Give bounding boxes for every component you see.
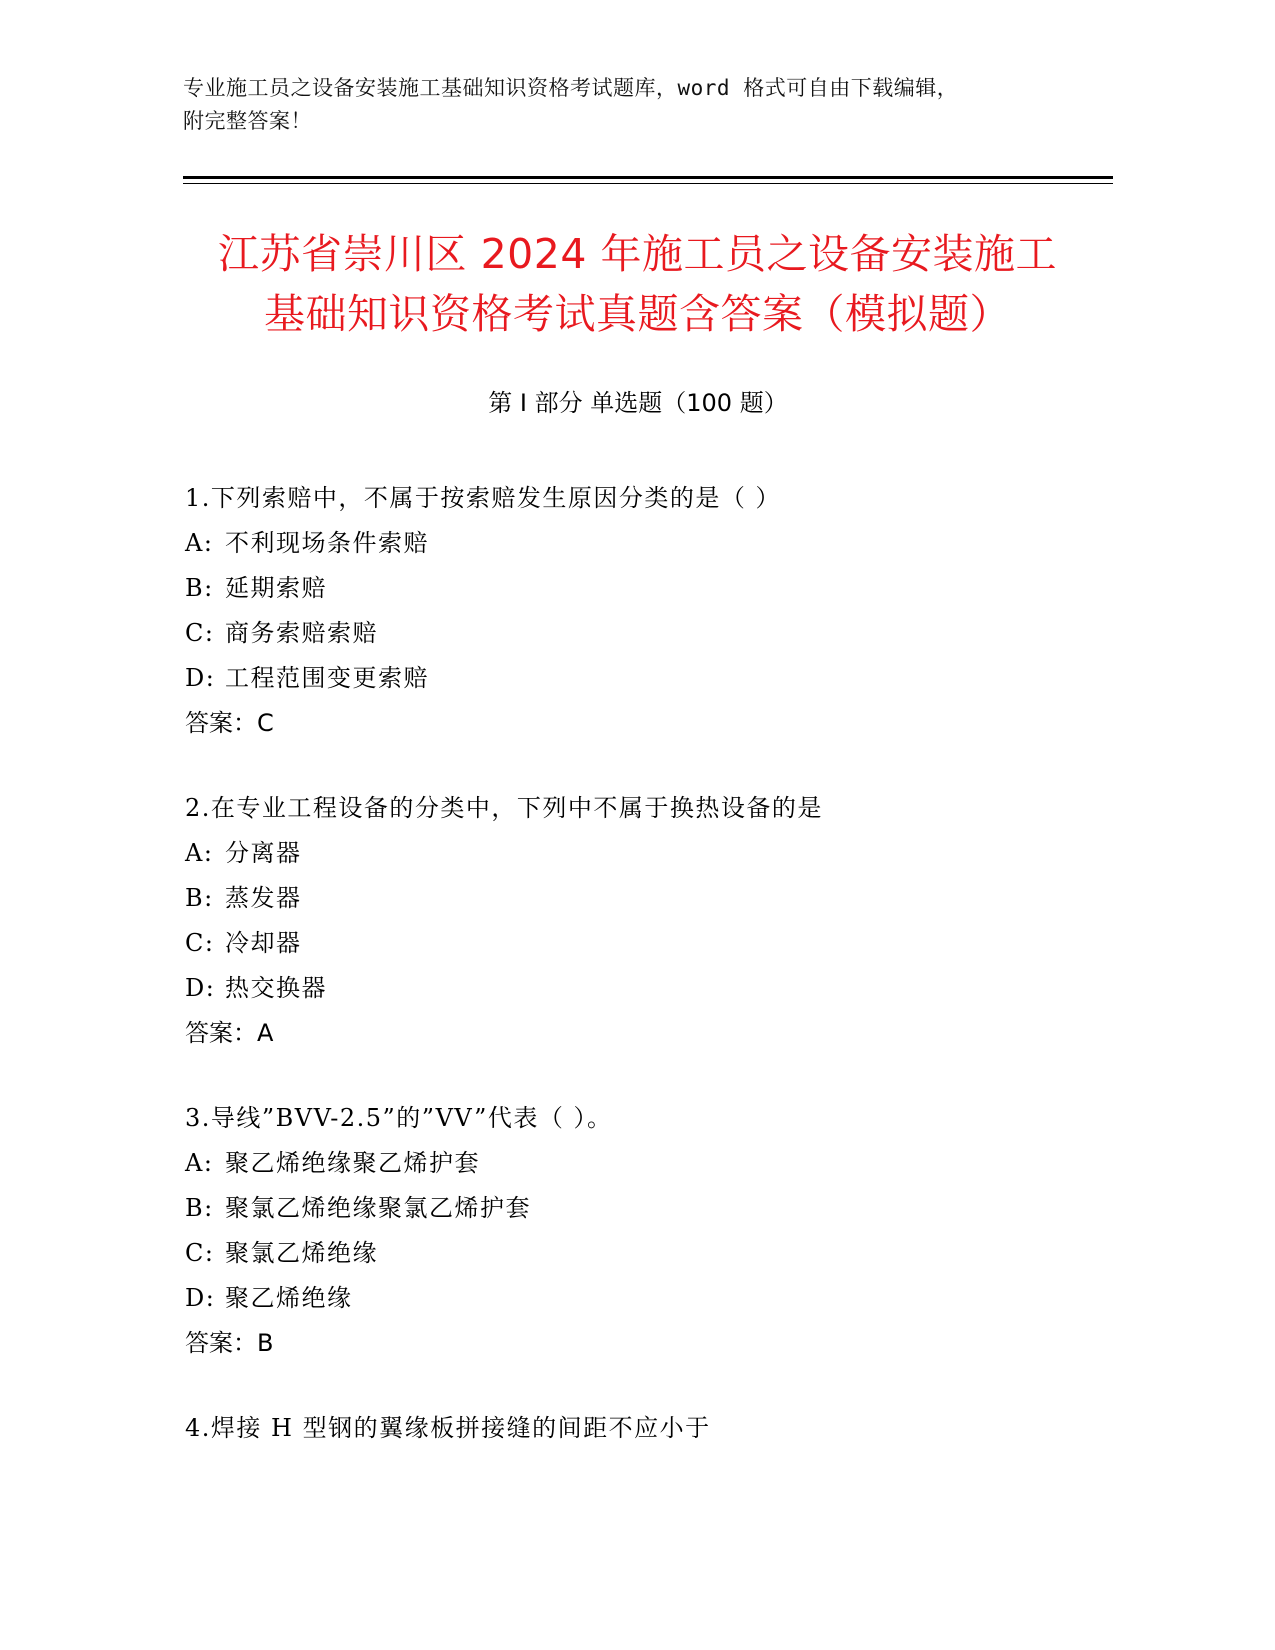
option-c [185, 921, 1135, 966]
document-title-line-1: 江苏省崇川区 2024 年施工员之设备安装施工 [218, 230, 1057, 278]
option-key: B: [185, 884, 214, 912]
option-key: C: [185, 929, 215, 957]
option-key: A: [185, 839, 214, 867]
option-key: A: [185, 529, 214, 557]
question-stem: 1.下列索赔中，不属于按索赔发生原因分类的是（ ） [185, 484, 782, 512]
option-text: 聚氯乙烯绝缘 [225, 1239, 378, 1267]
option-key: D: [185, 974, 216, 1002]
answer [185, 701, 1135, 746]
answer-value: C [257, 709, 274, 737]
option-c [185, 611, 1135, 656]
question-stem: 4.焊接 H 型钢的翼缘板拼接缝的间距不应小于 [185, 1414, 711, 1442]
option-text: 分离器 [225, 839, 302, 867]
answer-label: 答案： [185, 1329, 257, 1357]
header-note-line-2: 附完整答案！ [183, 109, 312, 133]
option-c [185, 1231, 1135, 1276]
answer-label: 答案： [185, 709, 257, 737]
question-3 [185, 1096, 1135, 1366]
document-title-line-2: 基础知识资格考试真题含答案（模拟题） [264, 290, 1011, 338]
option-key: D: [185, 1284, 216, 1312]
option-d [185, 966, 1135, 1011]
answer [185, 1011, 1135, 1056]
option-text: 延期索赔 [225, 574, 327, 602]
answer-value: B [257, 1329, 274, 1357]
header-note-line-1: 专业施工员之设备安装施工基础知识资格考试题库，word 格式可自由下载编辑， [183, 76, 959, 100]
option-a [185, 1141, 1135, 1186]
option-key: D: [185, 664, 216, 692]
section-title: 第 I 部分 单选题（100 题） [488, 389, 788, 417]
answer-value: A [257, 1019, 274, 1047]
answer-label: 答案： [185, 1019, 257, 1047]
option-text: 聚乙烯绝缘聚乙烯护套 [225, 1149, 480, 1177]
document-title [150, 224, 1125, 344]
option-b [185, 876, 1135, 921]
question-list [185, 476, 1135, 1491]
header-rule-thick [183, 176, 1113, 179]
option-key: C: [185, 619, 215, 647]
option-text: 冷却器 [225, 929, 302, 957]
header-rule-thin [183, 183, 1113, 184]
option-a [185, 521, 1135, 566]
option-d [185, 656, 1135, 701]
option-b [185, 566, 1135, 611]
option-text: 热交换器 [225, 974, 327, 1002]
question-2 [185, 786, 1135, 1056]
option-text: 工程范围变更索赔 [225, 664, 429, 692]
option-key: A: [185, 1149, 214, 1177]
option-text: 商务索赔索赔 [225, 619, 378, 647]
option-key: B: [185, 574, 214, 602]
answer [185, 1321, 1135, 1366]
question-stem: 3.导线”BVV-2.5”的”VV”代表（ ）。 [185, 1104, 613, 1132]
option-key: B: [185, 1194, 214, 1222]
option-text: 不利现场条件索赔 [225, 529, 429, 557]
question-1 [185, 476, 1135, 746]
option-b [185, 1186, 1135, 1231]
option-d [185, 1276, 1135, 1321]
question-stem: 2.在专业工程设备的分类中，下列中不属于换热设备的是 [185, 794, 823, 822]
question-4 [185, 1406, 1135, 1451]
option-key: C: [185, 1239, 215, 1267]
option-text: 蒸发器 [225, 884, 302, 912]
header-note [183, 72, 1083, 138]
option-text: 聚乙烯绝缘 [225, 1284, 353, 1312]
option-text: 聚氯乙烯绝缘聚氯乙烯护套 [225, 1194, 531, 1222]
option-a [185, 831, 1135, 876]
